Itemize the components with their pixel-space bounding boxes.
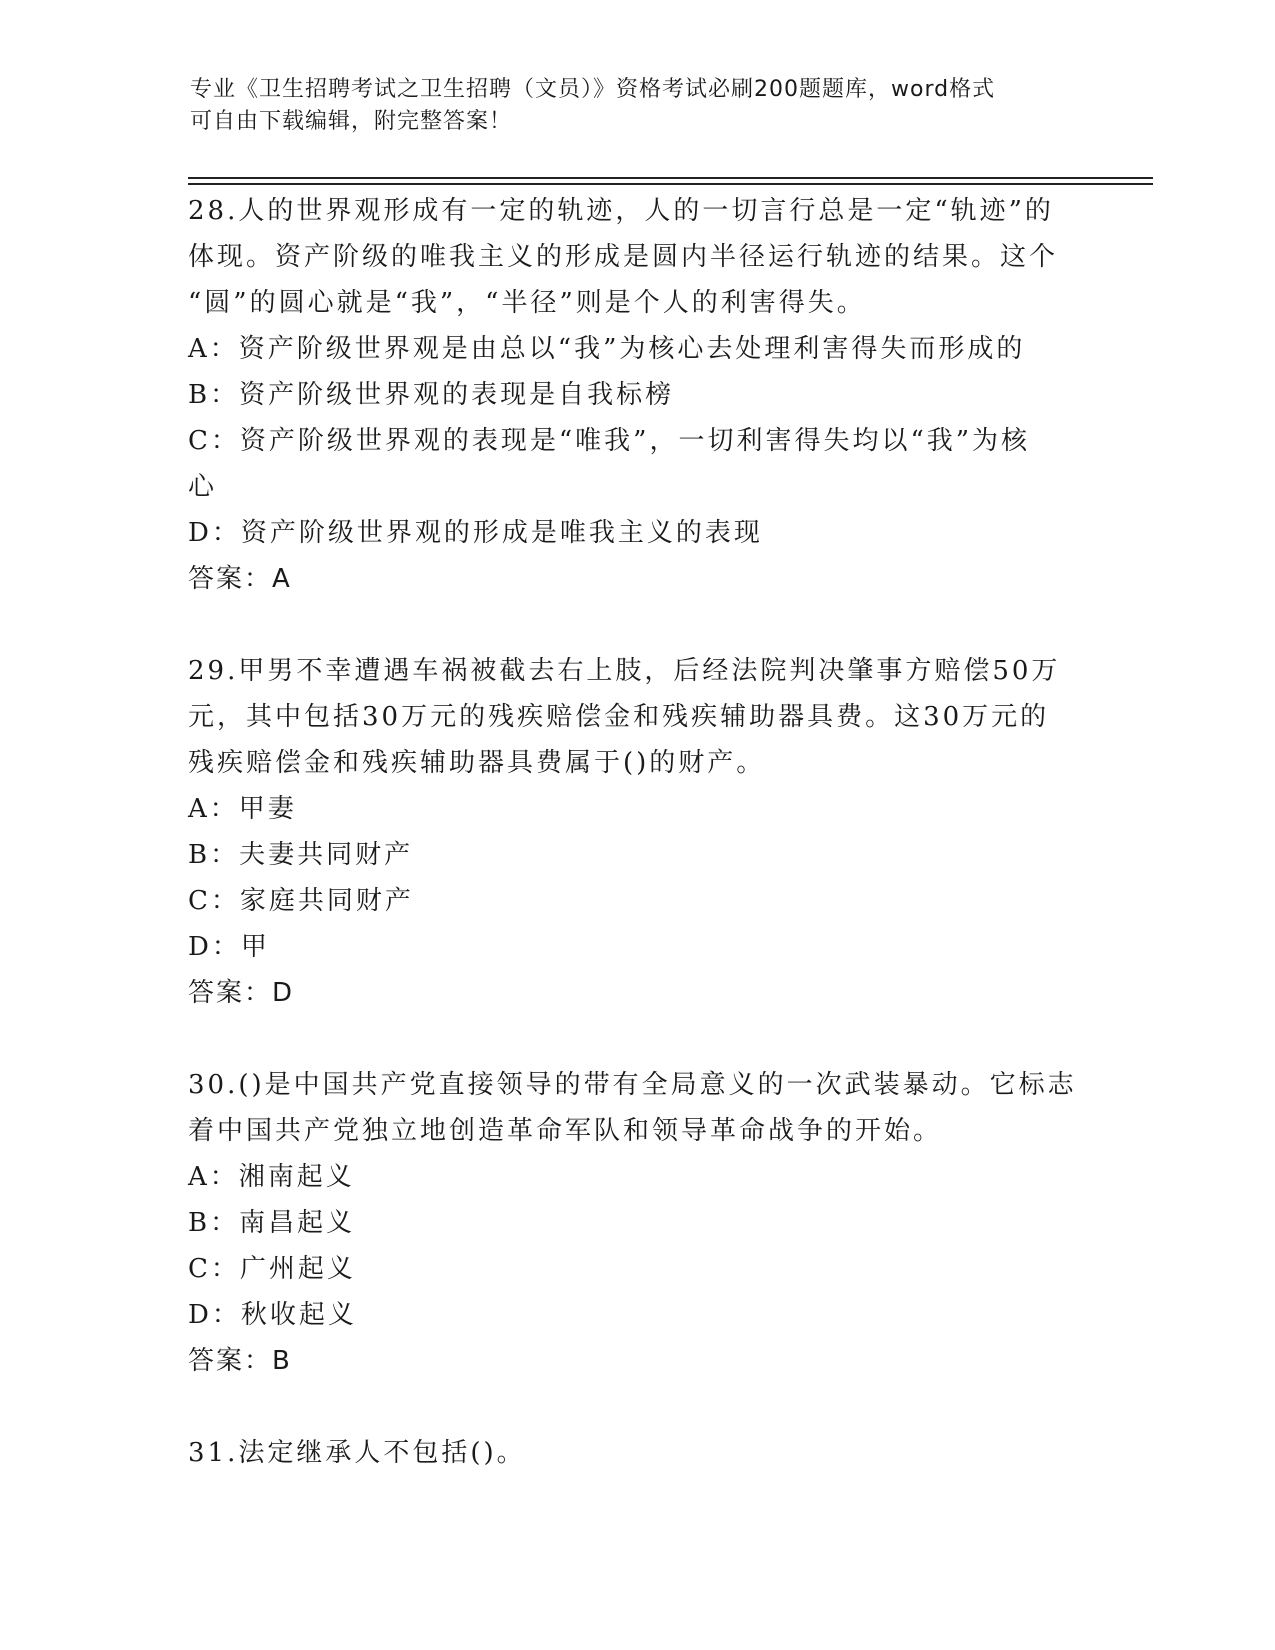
option-c: C：广州起义 (188, 1254, 356, 1284)
answer: 答案：D (188, 978, 295, 1008)
option-a: A：湘南起义 (188, 1162, 355, 1192)
answer: 答案：B (188, 1346, 292, 1376)
spacer (188, 602, 1088, 648)
document-header (190, 74, 1090, 138)
option-d: D：资产阶级世界观的形成是唯我主义的表现 (188, 518, 763, 548)
question-31 (188, 1430, 1088, 1476)
option-c (188, 418, 1088, 510)
question-30 (188, 1062, 1088, 1384)
question-stem (188, 188, 1088, 326)
option-a: A：甲妻 (188, 794, 297, 824)
stem-line: 29.甲男不幸遭遇车祸被截去右上肢，后经法院判决肇事方赔偿50万 (188, 656, 1061, 686)
header-line-1: 专业《卫生招聘考试之卫生招聘（文员）》资格考试必刷200题题库，word格式 (190, 77, 996, 102)
stem-line: 着中国共产党独立地创造革命军队和领导革命战争的开始。 (188, 1116, 943, 1146)
header-line-2: 可自由下载编辑，附完整答案！ (190, 109, 513, 134)
option-b: B：资产阶级世界观的表现是自我标榜 (188, 380, 675, 410)
question-29 (188, 648, 1088, 1016)
question-28 (188, 188, 1088, 602)
question-stem (188, 1062, 1088, 1154)
option-c-line: C：资产阶级世界观的表现是“唯我”，一切利害得失均以“我”为核 (188, 426, 1031, 456)
option-c: C：家庭共同财产 (188, 886, 414, 916)
header-divider-top (188, 177, 1153, 179)
option-b: B：夫妻共同财产 (188, 840, 414, 870)
option-b: B：南昌起义 (188, 1208, 356, 1238)
stem-line: 残疾赔偿金和残疾辅助器具费属于()的财产。 (188, 748, 766, 778)
stem-line: “圆”的圆心就是“我”，“半径”则是个人的利害得失。 (188, 288, 866, 318)
stem-line: 30.()是中国共产党直接领导的带有全局意义的一次武装暴动。它标志 (188, 1070, 1077, 1100)
option-c-line: 心 (188, 472, 218, 502)
question-stem (188, 1430, 1088, 1476)
option-d: D：甲 (188, 932, 270, 962)
stem-line: 28.人的世界观形成有一定的轨迹，人的一切言行总是一定“轨迹”的 (188, 196, 1054, 226)
answer: 答案：A (188, 564, 292, 594)
option-d: D：秋收起义 (188, 1300, 357, 1330)
stem-line: 元，其中包括30万元的残疾赔偿金和残疾辅助器具费。这30万元的 (188, 702, 1050, 732)
spacer (188, 1384, 1088, 1430)
question-stem (188, 648, 1088, 786)
spacer (188, 1016, 1088, 1062)
header-divider-bottom (188, 183, 1153, 185)
option-a: A：资产阶级世界观是由总以“我”为核心去处理利害得失而形成的 (188, 334, 1026, 364)
stem-line: 体现。资产阶级的唯我主义的形成是圆内半径运行轨迹的结果。这个 (188, 242, 1059, 272)
question-list (188, 188, 1088, 1476)
stem-line: 31.法定继承人不包括()。 (188, 1438, 526, 1468)
